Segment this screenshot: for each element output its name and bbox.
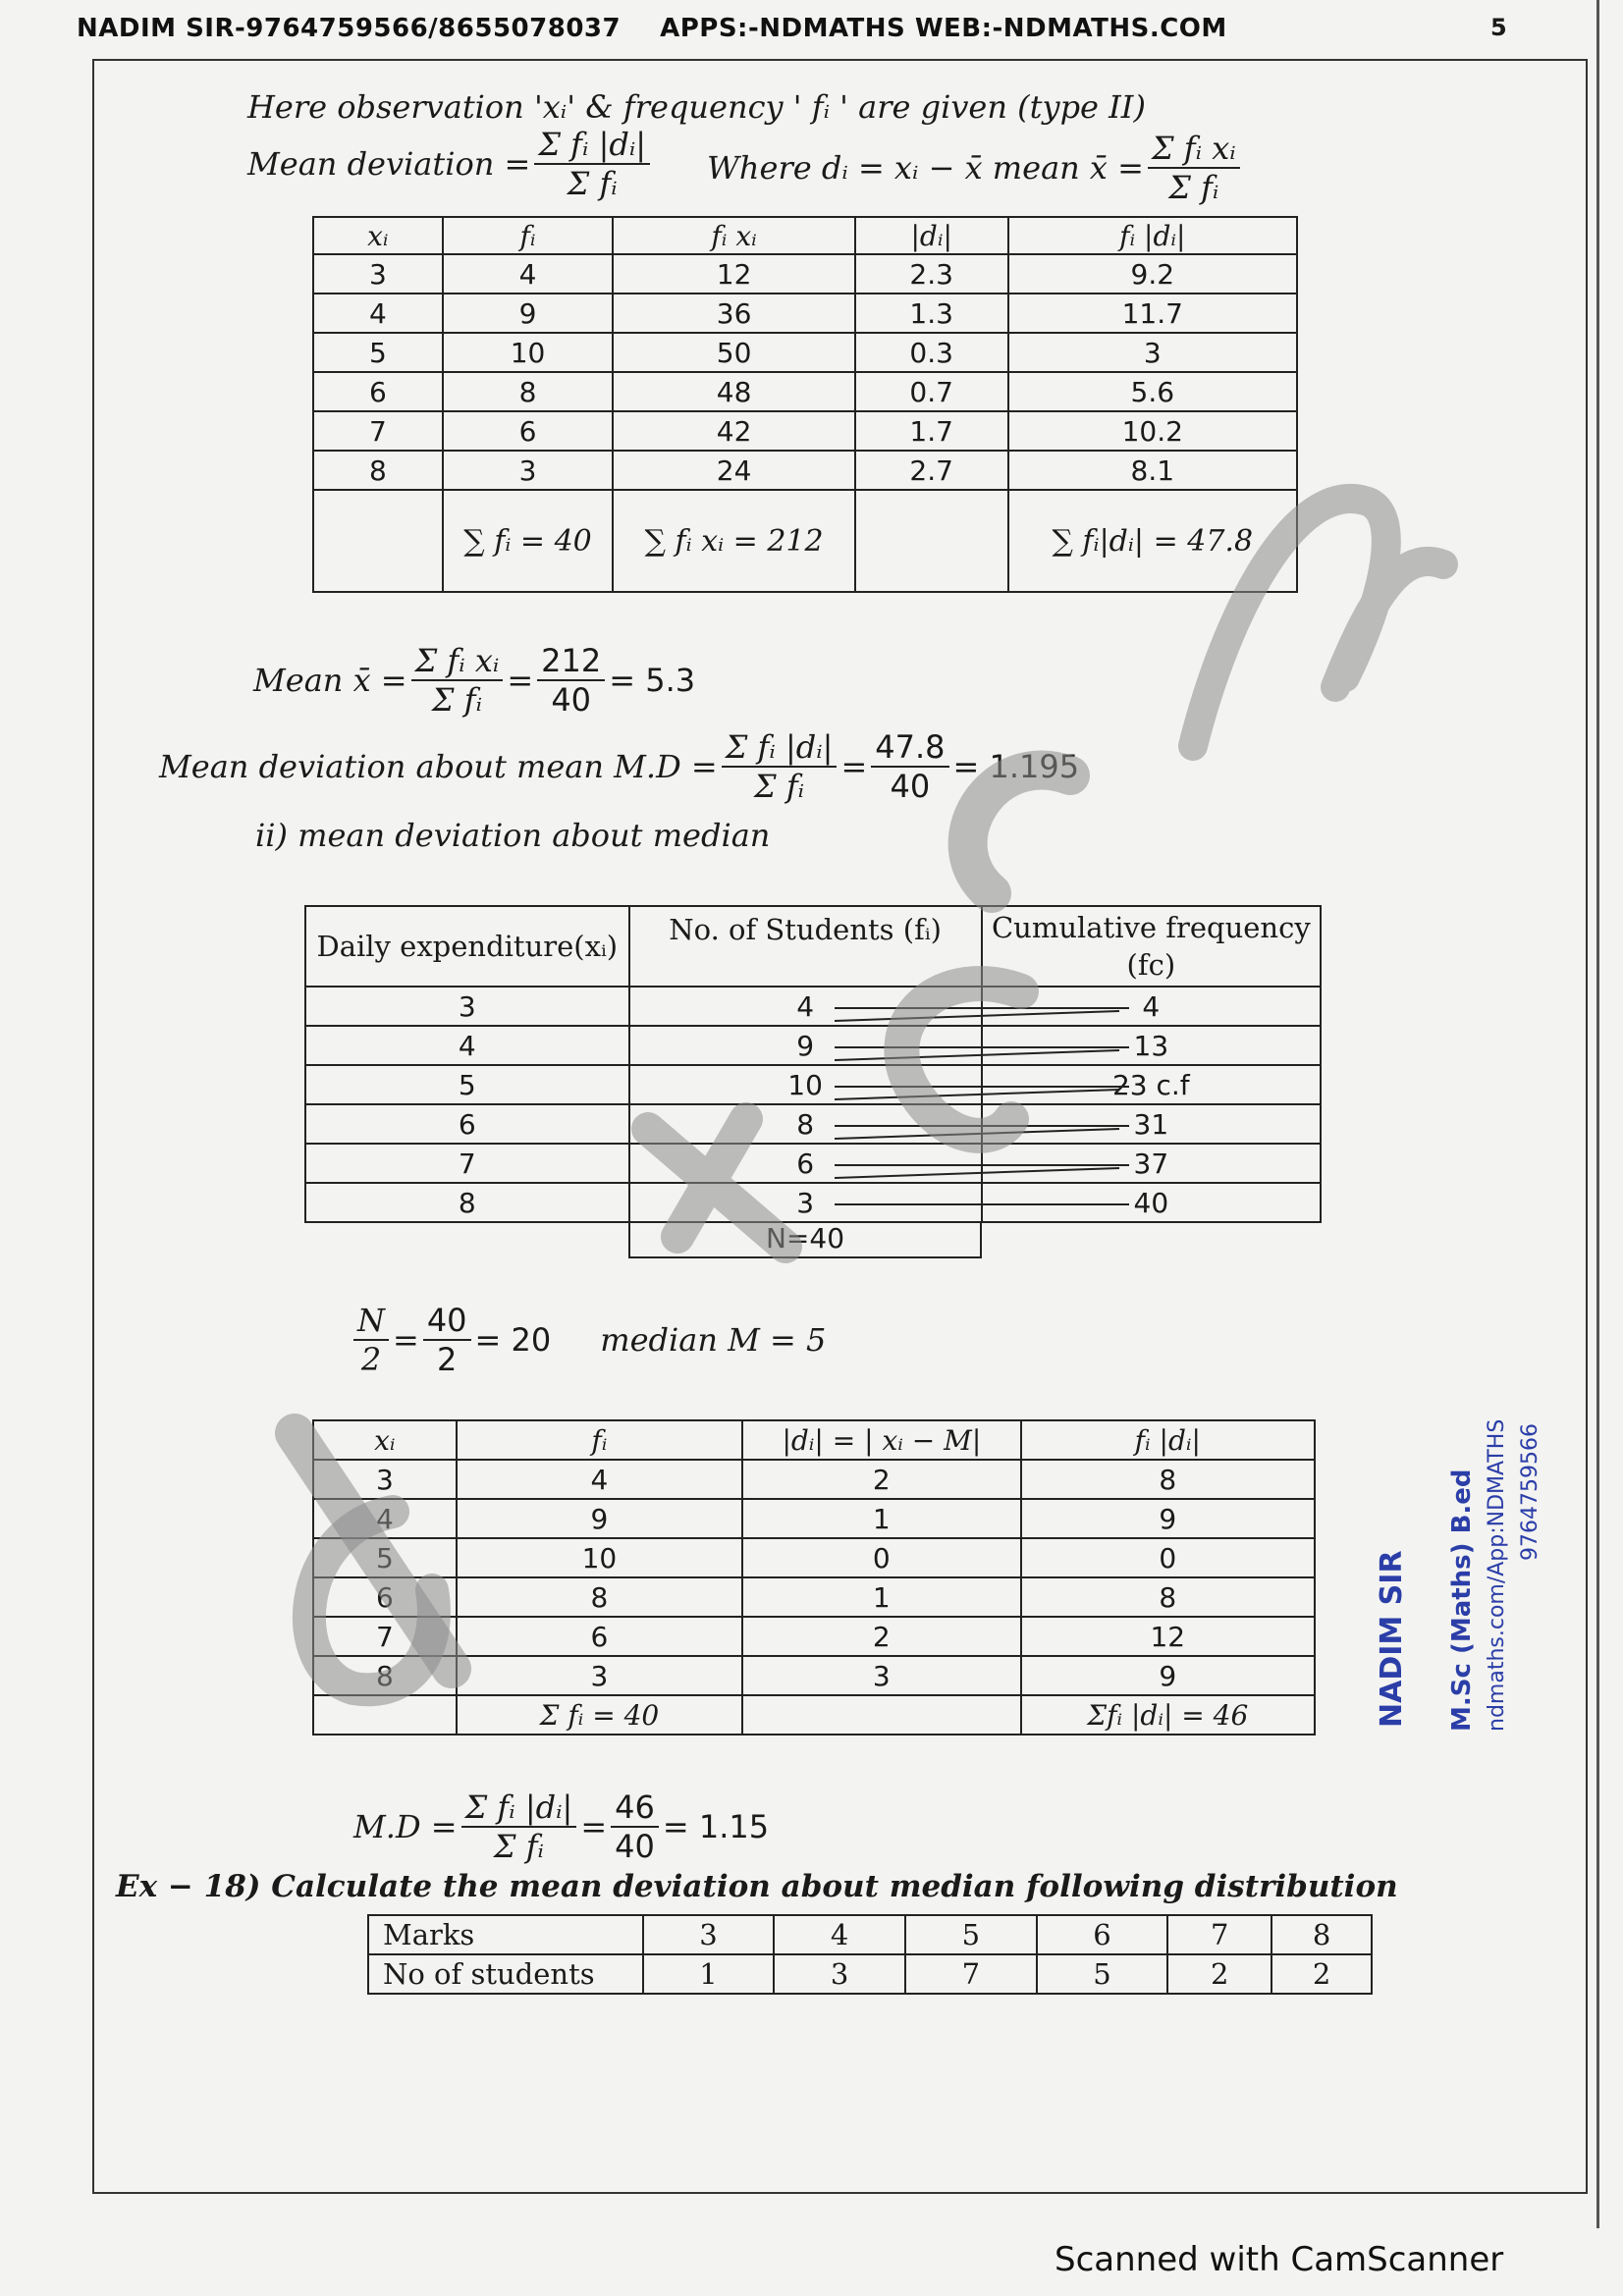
table-row: [305, 1183, 1321, 1222]
cell: 8: [313, 451, 443, 490]
cell: 3: [313, 254, 443, 294]
cell: 3: [629, 1183, 982, 1222]
marks-label: Marks: [368, 1915, 643, 1954]
where-text: Where dᵢ = xᵢ − x̄ mean x̄ =: [707, 149, 1144, 187]
t2-header-x: Daily expenditure(xᵢ): [305, 906, 629, 987]
cell: 0.7: [855, 372, 1008, 411]
equals-sign: =: [840, 748, 868, 785]
table-row: [313, 451, 1297, 490]
cell: 6: [305, 1104, 629, 1144]
cell: 7: [905, 1954, 1037, 1994]
median-calculation: [350, 1302, 826, 1378]
n-half-num: N: [353, 1302, 389, 1341]
t1-header-d: |dᵢ|: [855, 217, 1008, 254]
cell: 50: [613, 333, 855, 372]
t1-header-f: fᵢ: [443, 217, 614, 254]
md-formula-numerator: Σ fᵢ |dᵢ|: [534, 126, 650, 165]
table-row: [305, 1104, 1321, 1144]
mean-formula-denominator: Σ fᵢ: [1168, 169, 1219, 206]
value-half-num: 40: [423, 1302, 471, 1341]
cell-empty: [742, 1695, 1020, 1735]
cell: 1.3: [855, 294, 1008, 333]
cell: 0: [742, 1538, 1020, 1577]
cell: 40: [982, 1183, 1321, 1222]
sum-f: ∑ fᵢ = 40: [443, 490, 614, 592]
table-row: [313, 1460, 1315, 1499]
mean-label: Mean x̄ =: [253, 662, 407, 699]
mean-calculation: [253, 642, 695, 719]
cell: 3: [443, 451, 614, 490]
table-mean-deviation-mean: [312, 216, 1298, 593]
cell: 6: [629, 1144, 982, 1183]
cell: 5: [305, 1065, 629, 1104]
cell: 10.2: [1008, 411, 1297, 451]
table-row: [313, 1499, 1315, 1538]
table-sum-row: [313, 1695, 1315, 1735]
t3-header-d: |dᵢ| = | xᵢ − M|: [742, 1420, 1020, 1460]
cell: 8: [457, 1577, 742, 1617]
cell: 31: [982, 1104, 1321, 1144]
cell: 0: [1021, 1538, 1315, 1577]
cell: 8: [305, 1183, 629, 1222]
cell-empty: [855, 490, 1008, 592]
mean-result: = 5.3: [609, 662, 696, 699]
table-row: [313, 1656, 1315, 1695]
md-result: = 1.195: [952, 748, 1080, 785]
cell: 12: [1021, 1617, 1315, 1656]
cell: 5: [1037, 1954, 1168, 1994]
half-result: = 20: [474, 1321, 552, 1359]
cell: 4: [313, 1499, 457, 1538]
header-web: APPS:-NDMATHS WEB:-NDMATHS.COM: [660, 14, 1227, 43]
t2-header-cf: Cumulative frequency (fc): [982, 906, 1321, 987]
cell: 36: [613, 294, 855, 333]
mean-frac-1-num: Σ fᵢ xᵢ: [411, 642, 504, 681]
md-frac-1: [722, 728, 838, 805]
n-half-frac: [353, 1302, 389, 1378]
t2-header-f: No. of Students (fᵢ): [629, 906, 982, 987]
cell: 8: [443, 372, 614, 411]
cell: 11.7: [1008, 294, 1297, 333]
md2-frac-2-den: 40: [615, 1828, 655, 1865]
mean-frac-2: [537, 642, 605, 719]
cell: 37: [982, 1144, 1321, 1183]
equals-sign: =: [393, 1321, 419, 1359]
stamp-phone: 9764759566: [1518, 1423, 1542, 1561]
cell: 5: [313, 333, 443, 372]
table-row: [313, 1617, 1315, 1656]
value-half-den: 2: [436, 1341, 458, 1378]
md2-frac-1: [461, 1789, 577, 1865]
cell: 3: [313, 1460, 457, 1499]
t1-header-fd: fᵢ |dᵢ|: [1008, 217, 1297, 254]
cell: 24: [613, 451, 855, 490]
intro-line: Here observation 'xᵢ' & frequency ' fᵢ ' are given (type II): [247, 88, 1146, 126]
students-label: No of students: [368, 1954, 643, 1994]
table-row: [313, 411, 1297, 451]
mean-formula: [707, 126, 1244, 210]
mean-frac-2-num: 212: [537, 642, 605, 681]
cell: 9.2: [1008, 254, 1297, 294]
total-n-cell: N=40: [628, 1221, 982, 1258]
cell: 48: [613, 372, 855, 411]
table-row: [305, 1026, 1321, 1065]
cell: 3: [774, 1954, 905, 1994]
t3-sum-fd: Σfᵢ |dᵢ| = 46: [1021, 1695, 1315, 1735]
md-frac-1-num: Σ fᵢ |dᵢ|: [722, 728, 838, 768]
md-formula-fraction: [534, 126, 650, 202]
table-cumulative-frequency: [304, 905, 1322, 1223]
cell: 4: [982, 987, 1321, 1026]
cell: 4: [629, 987, 982, 1026]
cell: 1.7: [855, 411, 1008, 451]
cell: 3: [305, 987, 629, 1026]
cell-empty: [313, 490, 443, 592]
cell: 2: [1271, 1954, 1372, 1994]
cell: 10: [443, 333, 614, 372]
cell: 2: [742, 1460, 1020, 1499]
table-exercise: [367, 1914, 1373, 1995]
md-median-calculation: [353, 1789, 769, 1865]
table-row: [305, 987, 1321, 1026]
table-row: [305, 1144, 1321, 1183]
md-frac-1-den: Σ fᵢ: [754, 768, 805, 805]
sum-fd: ∑ fᵢ|dᵢ| = 47.8: [1008, 490, 1297, 592]
md-label: Mean deviation about mean M.D =: [159, 748, 718, 785]
cell: 3: [1008, 333, 1297, 372]
mean-frac-2-den: 40: [551, 681, 592, 719]
cell: 4: [305, 1026, 629, 1065]
header-contact: NADIM SIR-9764759566/8655078037: [77, 14, 622, 43]
cell: 7: [1167, 1915, 1271, 1954]
median-heading: ii) mean deviation about median: [255, 817, 771, 854]
sum-fx: ∑ fᵢ xᵢ = 212: [613, 490, 855, 592]
cell: 9: [629, 1026, 982, 1065]
cell: 6: [313, 1577, 457, 1617]
cell: 9: [443, 294, 614, 333]
equals-sign: =: [507, 662, 534, 699]
table-row: [305, 1065, 1321, 1104]
table-row: [313, 372, 1297, 411]
cell: 2: [1167, 1954, 1271, 1994]
cell-empty: [313, 1695, 457, 1735]
t3-header-x: xᵢ: [313, 1420, 457, 1460]
cell: 2.7: [855, 451, 1008, 490]
md-formula-label: Mean deviation =: [247, 145, 531, 183]
cell: 4: [313, 294, 443, 333]
md2-result: = 1.15: [662, 1808, 770, 1845]
cell: 8: [629, 1104, 982, 1144]
n-half-den: 2: [360, 1341, 382, 1378]
md2-frac-1-num: Σ fᵢ |dᵢ|: [461, 1789, 577, 1828]
equals-sign: =: [580, 1808, 608, 1845]
cell: 8: [1271, 1915, 1372, 1954]
cell: 2: [742, 1617, 1020, 1656]
scanner-footer: Scanned with CamScanner: [1055, 2240, 1504, 2279]
cell: 5.6: [1008, 372, 1297, 411]
cell: 13: [982, 1026, 1321, 1065]
cell: 4: [443, 254, 614, 294]
cell: 8: [1021, 1577, 1315, 1617]
cell: 9: [457, 1499, 742, 1538]
cell: 6: [443, 411, 614, 451]
cell: 7: [313, 1617, 457, 1656]
cell: 1: [742, 1499, 1020, 1538]
value-half-frac: [423, 1302, 471, 1378]
stamp-name: NADIM SIR: [1375, 1550, 1409, 1728]
t1-header-fx: fᵢ xᵢ: [613, 217, 855, 254]
table-mean-deviation-median: [312, 1419, 1316, 1735]
cell: 6: [313, 372, 443, 411]
page-edge-line: [1596, 0, 1599, 2228]
median-value: median M = 5: [600, 1321, 827, 1359]
t1-header-x: xᵢ: [313, 217, 443, 254]
cell: 7: [305, 1144, 629, 1183]
cell: 10: [629, 1065, 982, 1104]
cell: 23 c.f: [982, 1065, 1321, 1104]
md2-frac-2-num: 46: [611, 1789, 659, 1828]
md-calculation: [159, 728, 1079, 805]
exercise-title: Ex − 18) Calculate the mean deviation about median following distribution: [116, 1869, 1398, 1904]
table-row: [368, 1915, 1372, 1954]
cell: 6: [1037, 1915, 1168, 1954]
cell: 7: [313, 411, 443, 451]
cell: 1: [742, 1577, 1020, 1617]
mean-frac-1: [411, 642, 504, 719]
md2-label: M.D =: [353, 1808, 458, 1845]
md2-frac-2: [611, 1789, 659, 1865]
cell: 5: [313, 1538, 457, 1577]
table-sum-row: [313, 490, 1297, 592]
stamp-qualification: M.Sc (Maths) B.ed: [1447, 1468, 1477, 1732]
md-formula-denominator: Σ fᵢ: [567, 165, 618, 202]
cell: 1: [643, 1954, 775, 1994]
table-row: [313, 254, 1297, 294]
cell: 6: [457, 1617, 742, 1656]
cell: 0.3: [855, 333, 1008, 372]
cell: 42: [613, 411, 855, 451]
table-row: [313, 1538, 1315, 1577]
cell: 8: [1021, 1460, 1315, 1499]
table-row: [313, 333, 1297, 372]
page-number: 5: [1490, 14, 1507, 41]
page-header: [77, 14, 1227, 43]
cell: 12: [613, 254, 855, 294]
author-stamp: [1375, 1374, 1571, 1767]
cell: 9: [1021, 1499, 1315, 1538]
cell: 9: [1021, 1656, 1315, 1695]
mean-deviation-formula: [247, 126, 654, 202]
cell: 3: [643, 1915, 775, 1954]
mean-formula-numerator: Σ fᵢ xᵢ: [1148, 130, 1240, 169]
mean-frac-1-den: Σ fᵢ: [431, 681, 482, 719]
stamp-website: ndmaths.com/App:NDMATHS: [1485, 1418, 1509, 1732]
md-frac-2: [871, 728, 948, 805]
md2-frac-1-den: Σ fᵢ: [493, 1828, 544, 1865]
cell: 5: [905, 1915, 1037, 1954]
cell: 2.3: [855, 254, 1008, 294]
mean-formula-fraction: [1148, 130, 1240, 206]
cell: 8: [313, 1656, 457, 1695]
t3-header-fd: fᵢ |dᵢ|: [1021, 1420, 1315, 1460]
cell: 10: [457, 1538, 742, 1577]
t3-header-f: fᵢ: [457, 1420, 742, 1460]
cell: 3: [742, 1656, 1020, 1695]
cell: 4: [457, 1460, 742, 1499]
cell: 4: [774, 1915, 905, 1954]
table-row: [368, 1954, 1372, 1994]
table-row: [313, 294, 1297, 333]
cell: 8.1: [1008, 451, 1297, 490]
table-row: [313, 1577, 1315, 1617]
md-frac-2-num: 47.8: [871, 728, 948, 768]
md-frac-2-den: 40: [890, 768, 931, 805]
cell: 3: [457, 1656, 742, 1695]
t3-sum-f: Σ fᵢ = 40: [457, 1695, 742, 1735]
